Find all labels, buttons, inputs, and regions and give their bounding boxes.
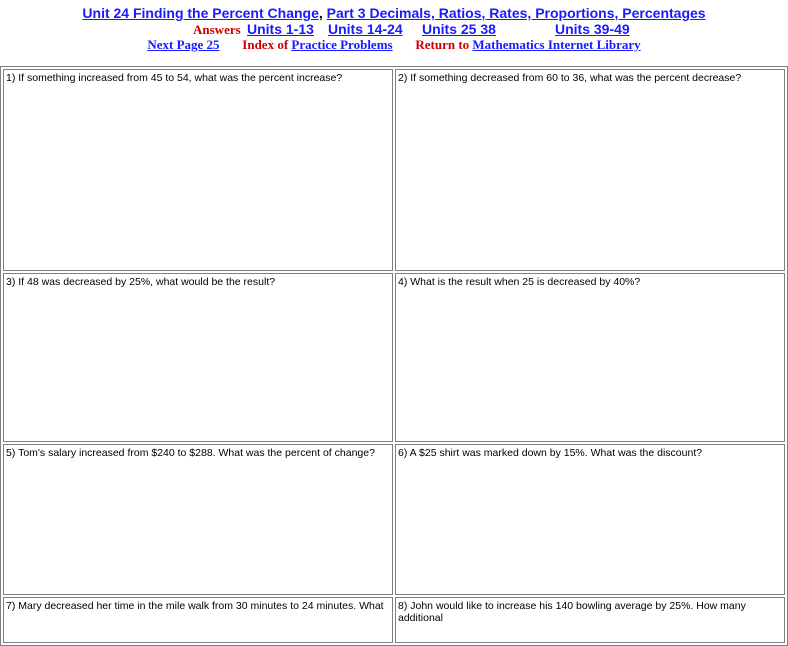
problem-cell-8: 8) John would like to increase his 140 bowling average by 25%. How many additional bbox=[395, 597, 785, 643]
units-row bbox=[0, 21, 788, 38]
table-row bbox=[3, 444, 785, 595]
math-library-link[interactable]: Mathematics Internet Library bbox=[472, 37, 641, 52]
problem-cell-5: 5) Tom's salary increased from $240 to $288. What was the percent of change? bbox=[3, 444, 393, 595]
practice-problems-link[interactable]: Practice Problems bbox=[291, 37, 393, 52]
table-row bbox=[3, 597, 785, 643]
table-row bbox=[3, 273, 785, 442]
units-39-49-link[interactable]: Units 39-49 bbox=[555, 21, 630, 37]
title-comma: , bbox=[318, 5, 323, 21]
problem-cell-4: 4) What is the result when 25 is decreased by 40%? bbox=[395, 273, 785, 442]
problem-cell-6: 6) A $25 shirt was marked down by 15%. What was the discount? bbox=[395, 444, 785, 595]
problem-cell-2: 2) If something decreased from 60 to 36, what was the percent decrease? bbox=[395, 69, 785, 271]
unit-24-title-link[interactable]: Unit 24 Finding the Percent Change bbox=[82, 5, 319, 21]
index-of-label: Index of bbox=[242, 37, 289, 52]
problem-cell-3: 3) If 48 was decreased by 25%, what would be the result? bbox=[3, 273, 393, 442]
page-header bbox=[0, 0, 788, 66]
problems-table bbox=[0, 66, 788, 646]
units-1-13-link[interactable]: Units 1-13 bbox=[247, 21, 314, 37]
navigation-row bbox=[0, 37, 788, 53]
units-14-24-link[interactable]: Units 14-24 bbox=[328, 21, 403, 37]
problem-cell-7: 7) Mary decreased her time in the mile walk from 30 minutes to 24 minutes. What bbox=[3, 597, 393, 643]
answers-label: Answers bbox=[193, 22, 241, 37]
table-row bbox=[3, 69, 785, 271]
next-page-link[interactable]: Next Page 25 bbox=[147, 37, 220, 52]
return-to-label: Return to bbox=[415, 37, 470, 52]
part-3-link[interactable]: Part 3 Decimals, Ratios, Rates, Proportions, Percentages bbox=[326, 5, 706, 21]
units-25-38-link[interactable]: Units 25 38 bbox=[422, 21, 496, 37]
problem-cell-1: 1) If something increased from 45 to 54, what was the percent increase? bbox=[3, 69, 393, 271]
title-row bbox=[0, 5, 788, 21]
